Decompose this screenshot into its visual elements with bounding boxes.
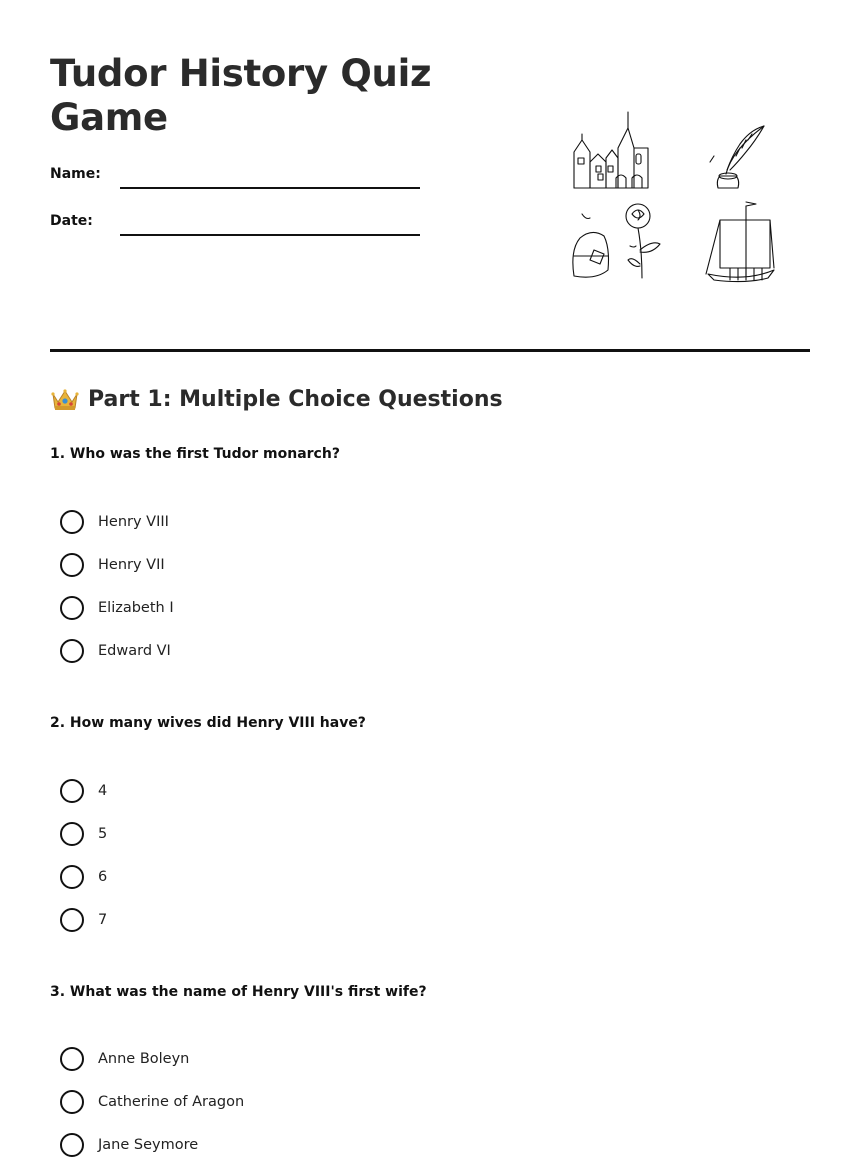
knight-helmet-icon [573, 214, 609, 277]
question-2: 2. How many wives did Henry VIII have? [50, 715, 366, 731]
section-heading [50, 386, 503, 412]
q3-option-2-radio[interactable] [60, 1090, 84, 1114]
question-3: 3. What was the name of Henry VIII's first wife? [50, 984, 427, 1000]
q3-option-1-radio[interactable] [60, 1047, 84, 1071]
tudor-illustrations [560, 100, 790, 290]
q2-option-4[interactable] [60, 907, 107, 933]
q1-option-1-radio[interactable] [60, 510, 84, 534]
question-1: 1. Who was the first Tudor monarch? [50, 446, 340, 462]
q2-option-1-radio[interactable] [60, 779, 84, 803]
q1-option-2[interactable] [60, 552, 165, 578]
q2-option-4-label: 7 [98, 912, 108, 928]
q1-option-4-label: Edward VI [98, 643, 171, 659]
q3-option-1-label: Anne Boleyn [98, 1051, 190, 1067]
q2-option-2[interactable] [60, 821, 107, 847]
q1-option-1[interactable] [60, 509, 169, 535]
name-field[interactable] [120, 187, 420, 189]
q1-option-4[interactable] [60, 638, 171, 664]
q3-option-3-radio[interactable] [60, 1133, 84, 1157]
q1-option-2-label: Henry VII [98, 557, 165, 573]
q3-option-3[interactable] [60, 1132, 198, 1158]
q2-option-3-radio[interactable] [60, 865, 84, 889]
q2-option-3[interactable] [60, 864, 107, 890]
q3-option-2[interactable] [60, 1089, 244, 1115]
q1-option-3-label: Elizabeth I [98, 600, 174, 616]
page-title: Tudor History Quiz Game [50, 52, 432, 139]
q2-option-1-label: 4 [98, 783, 108, 799]
castle-icon [574, 112, 648, 188]
q1-option-4-radio[interactable] [60, 639, 84, 663]
ship-icon [706, 202, 774, 282]
q1-option-1-label: Henry VIII [98, 514, 169, 530]
section-divider [50, 349, 810, 352]
q2-option-3-label: 6 [98, 869, 108, 885]
q3-option-1[interactable] [60, 1046, 189, 1072]
crown-icon [50, 386, 80, 412]
quill-and-ink-icon [710, 126, 764, 188]
date-field[interactable] [120, 234, 420, 236]
date-label: Date: [50, 213, 93, 229]
name-label: Name: [50, 166, 101, 182]
q3-option-3-label: Jane Seymore [98, 1137, 199, 1153]
q2-option-1[interactable] [60, 778, 107, 804]
q1-option-3[interactable] [60, 595, 174, 621]
section-heading-text: Part 1: Multiple Choice Questions [88, 386, 503, 412]
q2-option-2-radio[interactable] [60, 822, 84, 846]
q2-option-4-radio[interactable] [60, 908, 84, 932]
q1-option-3-radio[interactable] [60, 596, 84, 620]
rose-icon [626, 204, 660, 278]
q1-option-2-radio[interactable] [60, 553, 84, 577]
q2-option-2-label: 5 [98, 826, 108, 842]
q3-option-2-label: Catherine of Aragon [98, 1094, 245, 1110]
